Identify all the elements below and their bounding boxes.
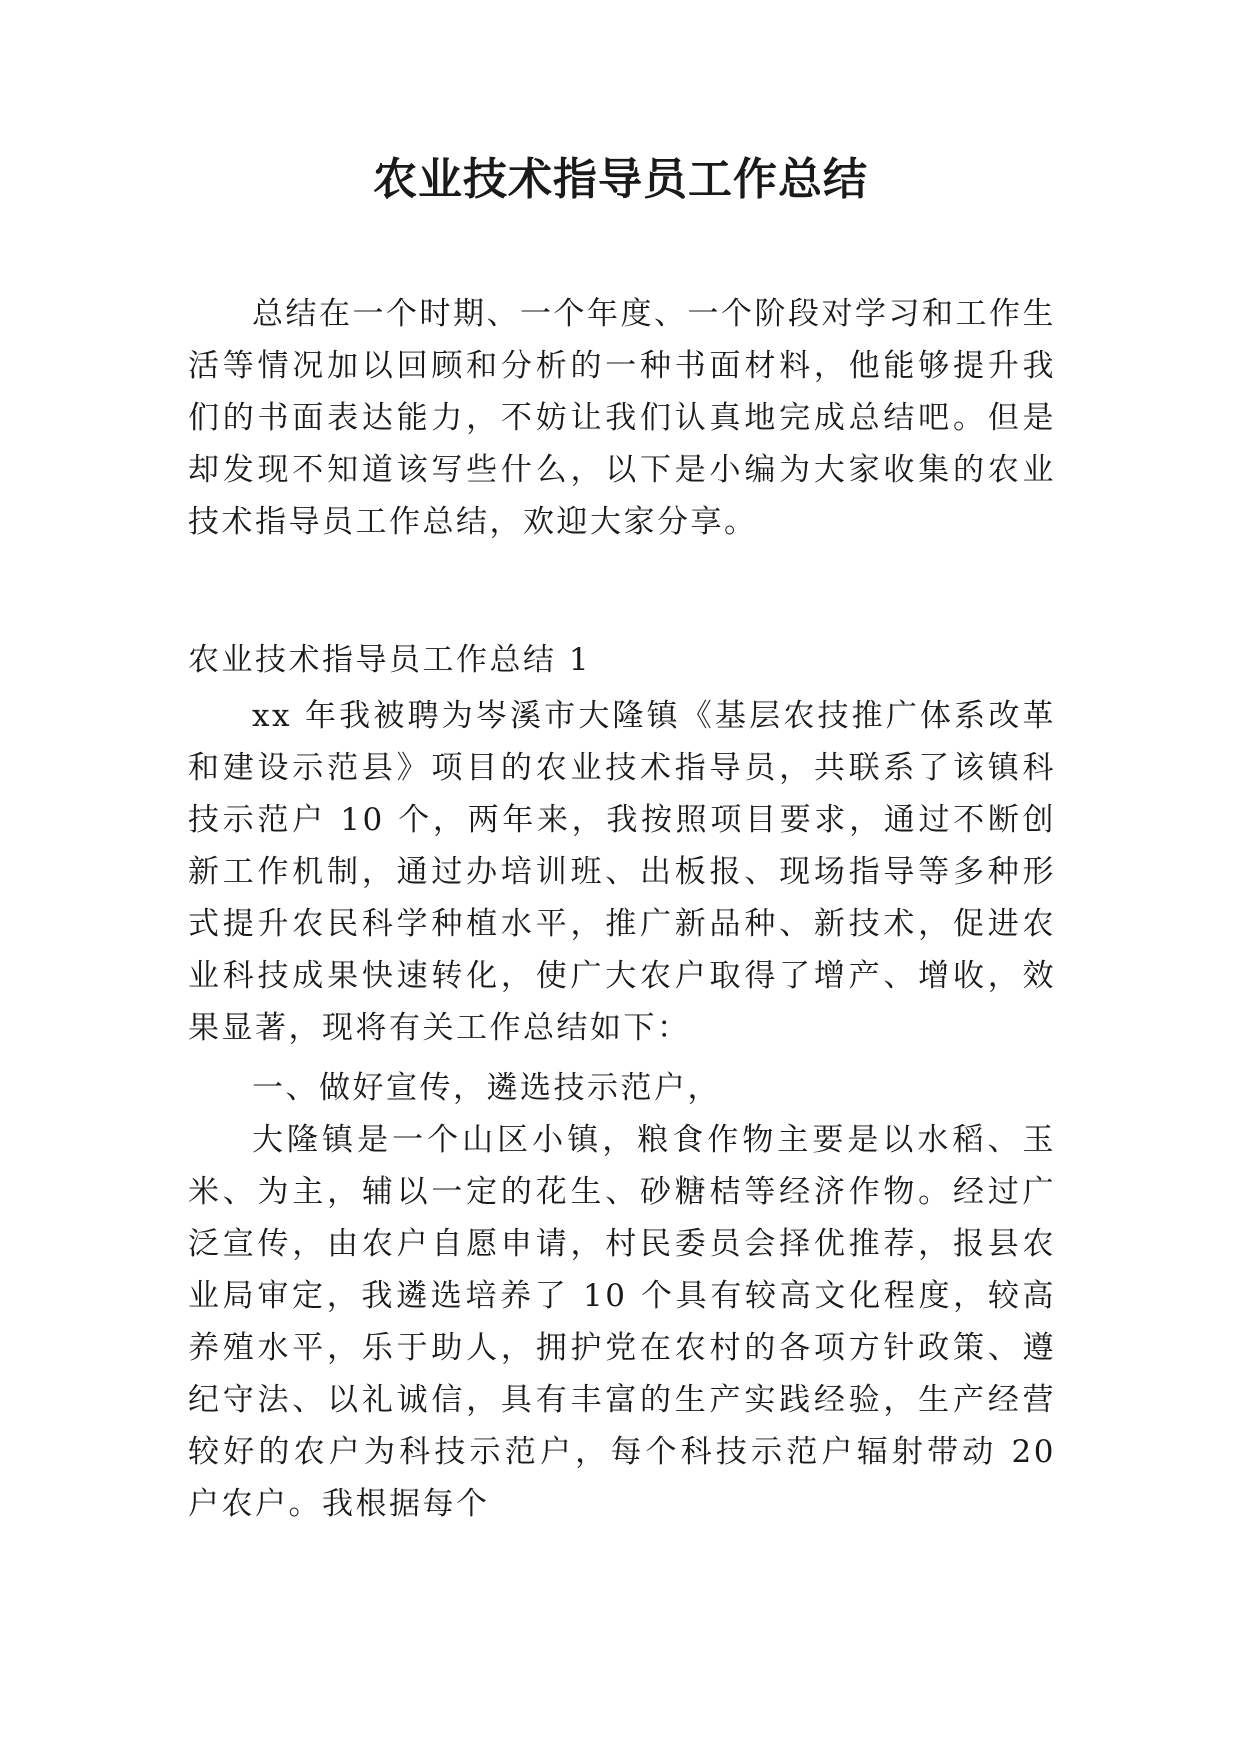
page-title: 农业技术指导员工作总结 bbox=[373, 154, 868, 205]
subheading-publicity: 一、做好宣传，遴选技示范户， bbox=[252, 1070, 721, 1106]
intro-paragraph: 总结在一个时期、一个年度、一个阶段对学习和工作生活等情况加以回顾和分析的一种书面材料，他能够提升我们的书面表达能力，不妨让我们认真地完成总结吧。但是却发现不知道该写些什么，以下是小编为大家收集的农业技术指导员工作总结，欢迎大家分享。 bbox=[188, 296, 1056, 540]
body-paragraph-1: xx 年我被聘为岑溪市大隆镇《基层农技推广体系改革和建设示范县》项目的农业技术指导员，共联系了该镇科技示范户 10 个，两年来，我按照项目要求，通过不断创新工作机制，通过办培训班、出板报、现场指导等多种形式提升农民科学种植水平，推广新品种、新技术，促进农业科技成果快速转化，使广大农户取得了增产、增收，效果显著，现将有关工作总结如下： bbox=[188, 698, 1056, 1046]
body-paragraph-2: 大隆镇是一个山区小镇，粮食作物主要是以水稻、玉米、为主，辅以一定的花生、砂糖桔等经济作物。经过广泛宣传，由农户自愿申请，村民委员会择优推荐，报县农业局审定，我遴选培养了 10 个具有较高文化程度，较高养殖水平，乐于助人，拥护党在农村的各项方针政策、遵纪守法、以礼诚信，具有丰富的生产实践经验，生产经营较好的农户为科技示范户，每个科技示范户辐射带动 20 户农户。我根据每个 bbox=[188, 1122, 1056, 1522]
section-heading: 农业技术指导员工作总结 1 bbox=[188, 642, 592, 678]
